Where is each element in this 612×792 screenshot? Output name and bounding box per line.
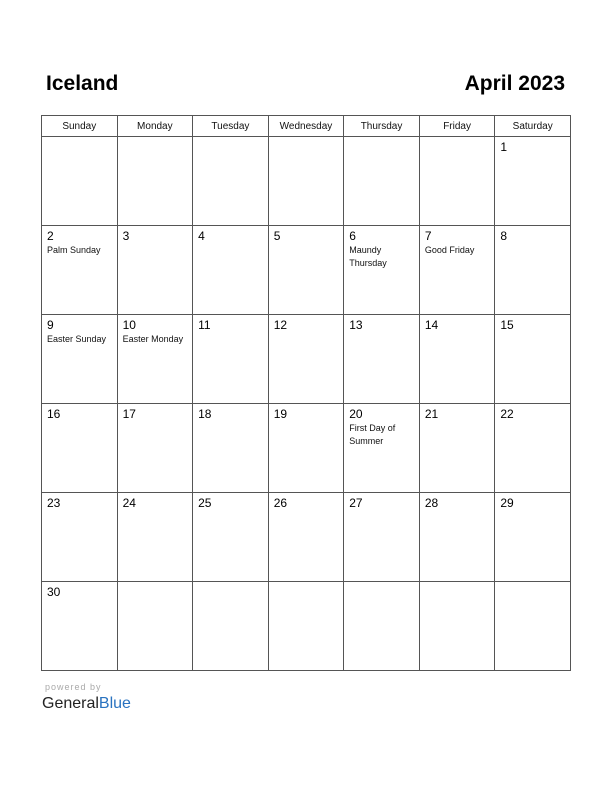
day-cell [344, 404, 420, 493]
day-number: 7 [424, 229, 432, 243]
holiday-label [118, 510, 193, 511]
day-cell [42, 226, 118, 315]
day-cell [193, 404, 269, 493]
day-number: 1 [500, 140, 508, 154]
day-number: 11 [198, 318, 211, 332]
day-number: 23 [47, 496, 61, 510]
holiday-label [269, 510, 344, 511]
week-row [42, 137, 571, 226]
holiday-label [118, 421, 193, 422]
day-number: 16 [47, 407, 61, 421]
day-cell [344, 493, 420, 582]
day-cell [117, 226, 193, 315]
day-cell [193, 226, 269, 315]
day-number: 4 [198, 229, 205, 243]
day-number: 28 [424, 496, 439, 510]
holiday-label [420, 510, 495, 511]
brand-blue-text: Blue [98, 695, 131, 712]
day-cell [42, 493, 118, 582]
day-number: 6 [349, 229, 356, 243]
day-cell [344, 582, 420, 671]
day-number: 19 [273, 407, 288, 421]
week-row [42, 404, 571, 493]
day-cell [344, 137, 420, 226]
holiday-label [118, 586, 193, 587]
holiday-label [420, 332, 495, 333]
week-row [42, 582, 571, 671]
holiday-label [118, 243, 193, 244]
holiday-label [495, 586, 570, 587]
holiday-label [269, 243, 344, 244]
day-number: 9 [47, 318, 54, 332]
powered-by-label: powered by [45, 682, 102, 692]
week-row [42, 226, 571, 315]
generalblue-logo [42, 694, 131, 714]
day-cell [117, 493, 193, 582]
day-cell [268, 493, 344, 582]
holiday-label [420, 586, 495, 587]
holiday-label [42, 599, 117, 600]
week-row [42, 493, 571, 582]
holiday-label [42, 510, 117, 511]
day-cell [42, 582, 118, 671]
day-cell [268, 582, 344, 671]
day-number: 3 [122, 229, 130, 243]
day-cell [495, 404, 571, 493]
day-number: 10 [122, 318, 136, 332]
holiday-label [269, 421, 344, 422]
holiday-label: Easter Monday [122, 334, 184, 344]
holiday-label [420, 421, 495, 422]
day-number: 15 [500, 318, 514, 332]
day-cell [419, 582, 495, 671]
holiday-label [193, 141, 268, 142]
day-number: 8 [500, 229, 508, 243]
day-number: 14 [424, 318, 439, 332]
holiday-label [193, 243, 268, 244]
day-cell [495, 137, 571, 226]
holiday-label [193, 586, 268, 587]
holiday-label [495, 332, 570, 333]
day-number: 24 [122, 496, 136, 510]
day-number: 17 [122, 407, 136, 421]
day-cell [193, 137, 269, 226]
day-number: 20 [349, 407, 363, 421]
brand-general-text: General [42, 695, 99, 712]
day-cell [42, 404, 118, 493]
day-number: 18 [198, 407, 212, 421]
day-number: 5 [273, 229, 281, 243]
day-cell [419, 226, 495, 315]
day-cell [117, 582, 193, 671]
holiday-label [193, 510, 268, 511]
holiday-label [495, 243, 570, 244]
day-cell [117, 315, 193, 404]
holiday-label: First Day of Summer [349, 423, 396, 446]
holiday-label [118, 141, 193, 142]
day-cell [419, 493, 495, 582]
day-cell [344, 315, 420, 404]
holiday-label [344, 332, 419, 333]
weekday-header: Sunday [42, 116, 118, 137]
holiday-label [42, 141, 117, 142]
holiday-label [420, 141, 495, 142]
holiday-label [344, 141, 419, 142]
month-year-title: April 2023 [464, 72, 565, 95]
day-cell [268, 315, 344, 404]
day-cell [117, 404, 193, 493]
day-cell [268, 226, 344, 315]
weekday-header: Thursday [344, 116, 420, 137]
day-number: 13 [349, 318, 363, 332]
day-cell [42, 137, 118, 226]
holiday-label: Good Friday [424, 245, 475, 255]
day-cell [495, 582, 571, 671]
weekday-header-row [42, 116, 571, 137]
weekday-header: Wednesday [268, 116, 344, 137]
weekday-header: Friday [419, 116, 495, 137]
weekday-header: Tuesday [193, 116, 269, 137]
day-number: 27 [349, 496, 363, 510]
day-cell [344, 226, 420, 315]
country-title: Iceland [46, 72, 119, 95]
holiday-label [269, 332, 344, 333]
day-cell [268, 404, 344, 493]
week-row [42, 315, 571, 404]
holiday-label [344, 586, 419, 587]
holiday-label [193, 332, 268, 333]
holiday-label: Maundy Thursday [349, 245, 387, 268]
holiday-label: Palm Sunday [47, 245, 101, 255]
day-number: 12 [273, 318, 288, 332]
calendar-grid [41, 115, 571, 671]
day-number: 29 [500, 496, 514, 510]
day-number: 22 [500, 407, 514, 421]
holiday-label [344, 510, 419, 511]
holiday-label [269, 141, 344, 142]
day-cell [495, 493, 571, 582]
holiday-label [42, 421, 117, 422]
weekday-header: Saturday [495, 116, 571, 137]
holiday-label [495, 421, 570, 422]
day-cell [193, 493, 269, 582]
day-cell [495, 315, 571, 404]
day-cell [193, 582, 269, 671]
day-cell [495, 226, 571, 315]
holiday-label [269, 586, 344, 587]
day-cell [419, 137, 495, 226]
day-cell [419, 315, 495, 404]
day-number: 2 [47, 229, 54, 243]
holiday-label: Easter Sunday [47, 334, 107, 344]
day-cell [42, 315, 118, 404]
day-number: 30 [47, 585, 61, 599]
holiday-label [495, 510, 570, 511]
weekday-header: Monday [117, 116, 193, 137]
day-number: 21 [424, 407, 439, 421]
holiday-label [495, 154, 570, 155]
day-cell [419, 404, 495, 493]
day-number: 25 [198, 496, 212, 510]
day-cell [117, 137, 193, 226]
holiday-label [193, 421, 268, 422]
day-number: 26 [273, 496, 288, 510]
day-cell [193, 315, 269, 404]
day-cell [268, 137, 344, 226]
